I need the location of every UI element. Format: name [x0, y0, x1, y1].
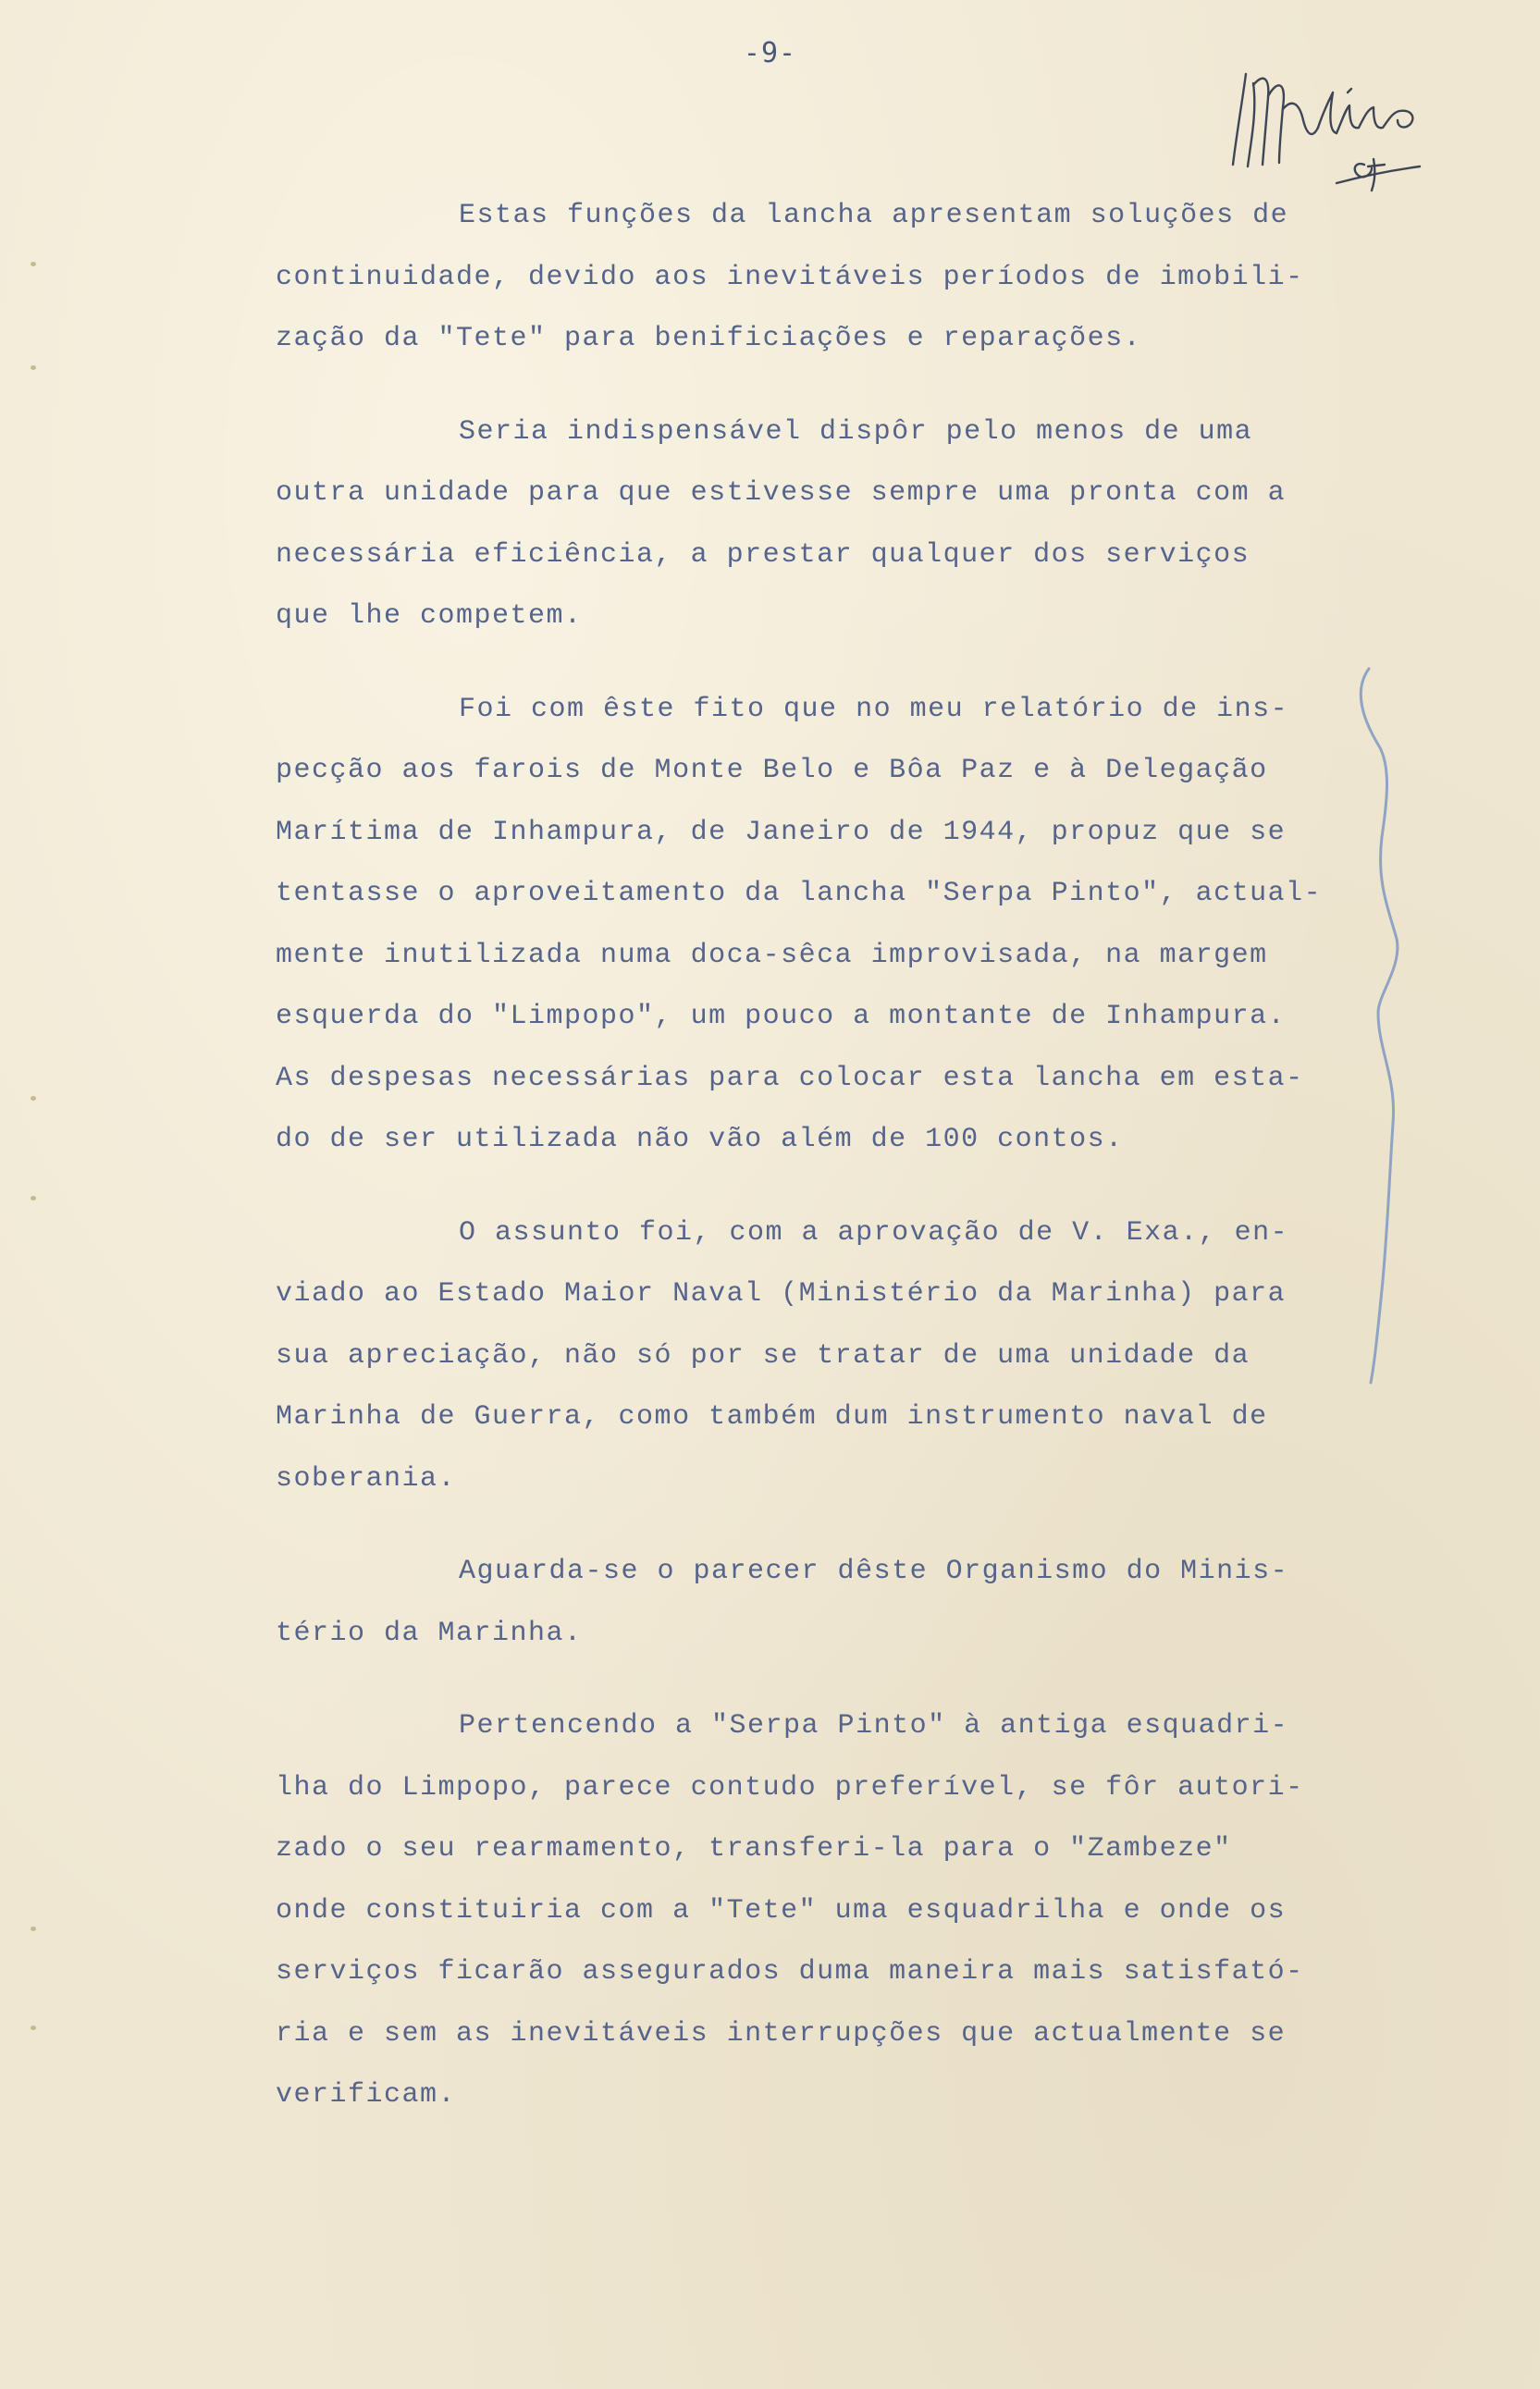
text-line: que lhe competem. — [276, 600, 583, 632]
text-line: Marinha de Guerra, como também dum instrumento naval de — [276, 1401, 1268, 1433]
text-line: zado o seu rearmamento, transferi-la para o "Zambeze" — [276, 1833, 1232, 1865]
text-line: tério da Marinha. — [276, 1617, 583, 1649]
text-line: ria e sem as inevitáveis interrupções que actualmente se — [276, 2017, 1287, 2050]
text-line: pecção aos farois de Monte Belo e Bôa Paz e à Delegação — [276, 755, 1268, 786]
signature — [1226, 55, 1438, 203]
page-number: -9- — [743, 37, 797, 69]
text-line: Estas funções da lancha apresentam soluções de — [459, 200, 1289, 231]
paragraph — [276, 401, 1330, 647]
paragraph — [276, 1541, 1330, 1664]
paragraph — [276, 185, 1330, 370]
text-line: Seria indispensável dispôr pelo menos de uma — [459, 415, 1253, 448]
text-line: do de ser utilizada não vão além de 100 contos. — [276, 1124, 1124, 1155]
text-line: onde constituiria com a "Tete" uma esquadrilha e onde os — [276, 1894, 1287, 1927]
text-line: mente inutilizada numa doca-sêca improvisada, na margem — [276, 939, 1268, 971]
paragraph — [276, 1202, 1330, 1510]
text-line: esquerda do "Limpopo", um pouco a montante de Inhampura. — [276, 1001, 1287, 1032]
text-line: serviços ficarão assegurados duma maneira mais satisfató- — [276, 1956, 1304, 1988]
text-line: outra unidade para que estivesse sempre uma pronta com a — [276, 477, 1287, 509]
text-line: Foi com êste fito que no meu relatório de ins- — [459, 693, 1289, 725]
text-line: Pertencendo a "Serpa Pinto" à antiga esquadri- — [459, 1710, 1289, 1742]
punch-hole-mark — [31, 1927, 36, 1931]
text-line: necessária eficiência, a prestar qualquer dos serviços — [276, 538, 1250, 571]
paragraph — [276, 1695, 1330, 2126]
text-line: verificam. — [276, 2079, 457, 2111]
text-line: tentasse o aproveitamento da lancha "Serpa Pinto", actual- — [276, 878, 1323, 909]
punch-hole-mark — [31, 365, 36, 370]
text-line: viado ao Estado Maior Naval (Ministério da Marinha) para — [276, 1278, 1287, 1310]
text-line: sua apreciação, não só por se tratar de uma unidade da — [276, 1339, 1250, 1372]
text-line: O assunto foi, com a aprovação de V. Exa., en- — [459, 1216, 1289, 1249]
text-line: continuidade, devido aos inevitáveis períodos de imobili- — [276, 261, 1304, 293]
text-line: lha do Limpopo, parece contudo preferível, se fôr autori- — [276, 1771, 1304, 1804]
punch-hole-mark — [31, 1096, 36, 1101]
letter-body — [276, 185, 1330, 2158]
pencil-margin-bracket — [1350, 661, 1424, 1392]
punch-hole-mark — [31, 2026, 36, 2030]
text-line: zação da "Tete" para benificiações e reparações. — [276, 323, 1142, 354]
text-line: soberania. — [276, 1462, 457, 1495]
punch-hole-mark — [31, 262, 36, 266]
text-line: Marítima de Inhampura, de Janeiro de 1944, propuz que se — [276, 816, 1287, 848]
text-line: Aguarda-se o parecer dêste Organismo do Minis- — [459, 1556, 1289, 1587]
paragraph — [276, 679, 1330, 1171]
punch-hole-mark — [31, 1196, 36, 1201]
text-line: As despesas necessárias para colocar esta lancha em esta- — [276, 1062, 1304, 1094]
